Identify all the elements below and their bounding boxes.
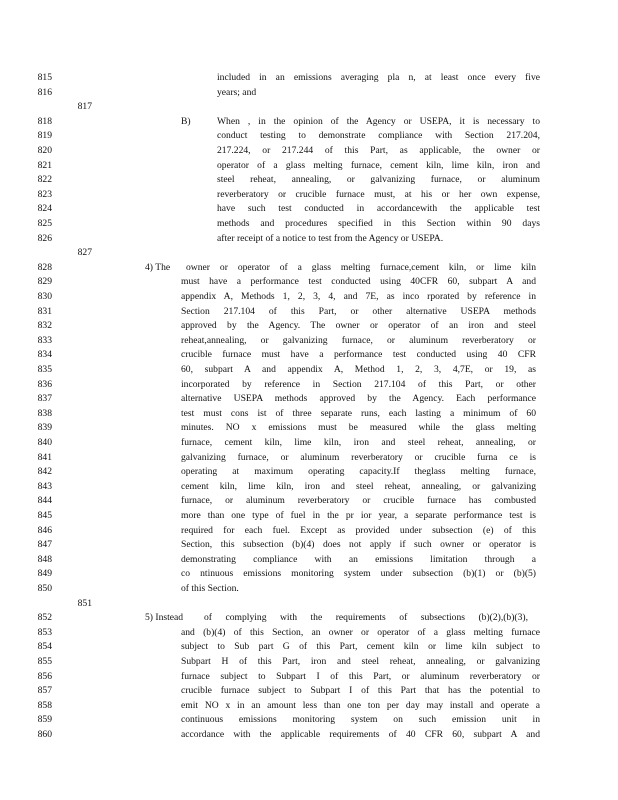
text-line: alternative USEPA methods approved by the Agency. Each performance xyxy=(181,393,536,405)
line-number: 828 xyxy=(37,261,52,273)
list-label: 4) The xyxy=(145,261,171,273)
line-number: 819 xyxy=(37,130,52,142)
line-number: 829 xyxy=(37,276,52,288)
line-number: 823 xyxy=(37,188,52,200)
line-number: 826 xyxy=(37,232,52,244)
line-number: 832 xyxy=(37,320,52,332)
text-line: owner or operator of a glass melting furnace,cement kiln, or lime kiln xyxy=(186,261,536,273)
line-number: 847 xyxy=(37,539,52,551)
line-number: 852 xyxy=(37,612,52,624)
text-line: have such test conducted in accordancewith the applicable test xyxy=(217,203,540,215)
line-number: 851 xyxy=(77,597,92,609)
text-line: Subpart H of this Part, iron and steel reheat, annealing, or galvanizing xyxy=(181,656,540,667)
line-number: 838 xyxy=(37,407,52,419)
text-line: Section 217.104 of this Part, or other alternative USEPA methods xyxy=(181,305,536,317)
line-number: 856 xyxy=(37,670,52,682)
text-line: 60, subpart A and appendix A, Method 1, 2, 3, 4,7E, or 19, as xyxy=(181,364,536,375)
text-line: and (b)(4) of this Section, an owner or operator of a glass melting furnace xyxy=(181,626,540,638)
line-number: 840 xyxy=(37,437,52,448)
text-line: more than one type of fuel in the pr ior year, a separate performance test is xyxy=(181,510,536,521)
text-line: furnace subject to Subpart I of this Part, or aluminum reverberatory or xyxy=(181,670,540,682)
line-number: 857 xyxy=(37,685,52,697)
line-number: 822 xyxy=(37,174,52,186)
line-number: 858 xyxy=(37,699,52,711)
text-line: minutes. NO x emissions must be measured while the glass melting xyxy=(181,422,536,434)
line-number: 835 xyxy=(37,364,52,375)
text-line: emit NO x in an amount less than one ton per day may install and operate a xyxy=(181,699,540,711)
line-number: 815 xyxy=(37,72,52,83)
line-number: 846 xyxy=(37,524,52,536)
text-line: steel reheat, annealing, or galvanizing furnace, or aluminum xyxy=(217,174,540,186)
line-number: 850 xyxy=(37,583,52,594)
line-number: 821 xyxy=(37,159,52,171)
line-number: 855 xyxy=(37,656,52,667)
text-line: galvanizing furnace, or aluminum reverberatory or crucible furna ce is xyxy=(181,451,536,463)
text-line: Section, this subsection (b)(4) does not apply if such owner or operator is xyxy=(181,539,536,551)
text-line: co ntinuous emissions monitoring system under subsection (b)(1) or (b)(5) xyxy=(181,568,536,580)
line-number: 860 xyxy=(37,729,52,740)
text-line: crucible furnace must have a performance test conducted using 40 CFR xyxy=(181,349,536,361)
line-number: 830 xyxy=(37,291,52,302)
text-line: furnace, cement kiln, lime kiln, iron and steel reheat, annealing, or xyxy=(181,437,536,448)
text-line: incorporated by reference in Section 217.104 of this Part, or other xyxy=(181,378,536,390)
text-line: of complying with the requirements of subsections (b)(2),(b)(3), xyxy=(204,612,528,624)
line-number: 859 xyxy=(37,714,52,726)
list-label: B) xyxy=(181,115,191,127)
text-line: approved by the Agency. The owner or operator of an iron and steel xyxy=(181,320,536,332)
text-line: crucible furnace subject to Subpart I of this Part that has the potential to xyxy=(181,685,540,697)
text-line: When , in the opinion of the Agency or USEPA, it is necessary to xyxy=(217,115,540,127)
text-line: demonstrating compliance with an emissions limitation through a xyxy=(181,553,536,565)
text-line: reheat,annealing, or galvanizing furnace, or aluminum reverberatory or xyxy=(181,334,536,346)
line-number: 849 xyxy=(37,568,52,580)
line-number: 831 xyxy=(37,305,52,317)
text-line: accordance with the applicable requirements of 40 CFR 60, subpart A and xyxy=(181,729,540,740)
text-line: operating at maximum operating capacity.If theglass melting furnace, xyxy=(181,466,536,478)
line-number: 816 xyxy=(37,86,52,98)
line-number: 817 xyxy=(77,101,92,113)
line-number: 834 xyxy=(37,349,52,361)
line-number: 818 xyxy=(37,115,52,127)
line-number: 848 xyxy=(37,553,52,565)
text-line: furnace, or aluminum reverberatory or crucible furnace has combusted xyxy=(181,495,536,507)
list-label: 5) Instead xyxy=(145,612,184,624)
line-number: 836 xyxy=(37,378,52,390)
line-number: 833 xyxy=(37,334,52,346)
text-line: years; and xyxy=(217,86,257,98)
text-line: conduct testing to demonstrate compliance with Section 217.204, xyxy=(217,130,540,142)
line-number: 853 xyxy=(37,626,52,638)
line-number: 845 xyxy=(37,510,52,521)
line-number: 825 xyxy=(37,218,52,229)
line-number: 854 xyxy=(37,641,52,653)
line-number: 827 xyxy=(77,247,92,259)
text-line: methods and procedures specified in this Section within 90 days xyxy=(217,218,540,229)
text-line: reverberatory or crucible furnace must, at his or her own expense, xyxy=(217,188,540,200)
text-line: subject to Sub part G of this Part, cement kiln or lime kiln subject to xyxy=(181,641,540,653)
text-line: cement kiln, lime kiln, iron and steel reheat, annealing, or galvanizing xyxy=(181,480,536,492)
text-line: must have a performance test conducted using 40CFR 60, subpart A and xyxy=(181,276,536,288)
line-number: 841 xyxy=(37,451,52,463)
text-line: appendix A, Methods 1, 2, 3, 4, and 7E, as inco rporated by reference in xyxy=(181,291,536,302)
line-number: 824 xyxy=(37,203,52,215)
line-number: 820 xyxy=(37,145,52,156)
line-number: 839 xyxy=(37,422,52,434)
text-line: 217.224, or 217.244 of this Part, as applicable, the owner or xyxy=(217,145,540,156)
line-number: 837 xyxy=(37,393,52,405)
text-line: operator of a glass melting furnace, cement kiln, lime kiln, iron and xyxy=(217,159,540,171)
text-line: after receipt of a notice to test from the Agency or USEPA. xyxy=(217,232,444,244)
line-number: 843 xyxy=(37,480,52,492)
text-line: test must cons ist of three separate runs, each lasting a minimum of 60 xyxy=(181,407,536,419)
line-number: 844 xyxy=(37,495,52,507)
line-number: 842 xyxy=(37,466,52,478)
text-line: required for each fuel. Except as provided under subsection (e) of this xyxy=(181,524,536,536)
text-line: included in an emissions averaging pla n, at least once every five xyxy=(217,72,540,83)
text-line: continuous emissions monitoring system on such emission unit in xyxy=(181,714,540,726)
text-line: of this Section. xyxy=(181,583,239,594)
